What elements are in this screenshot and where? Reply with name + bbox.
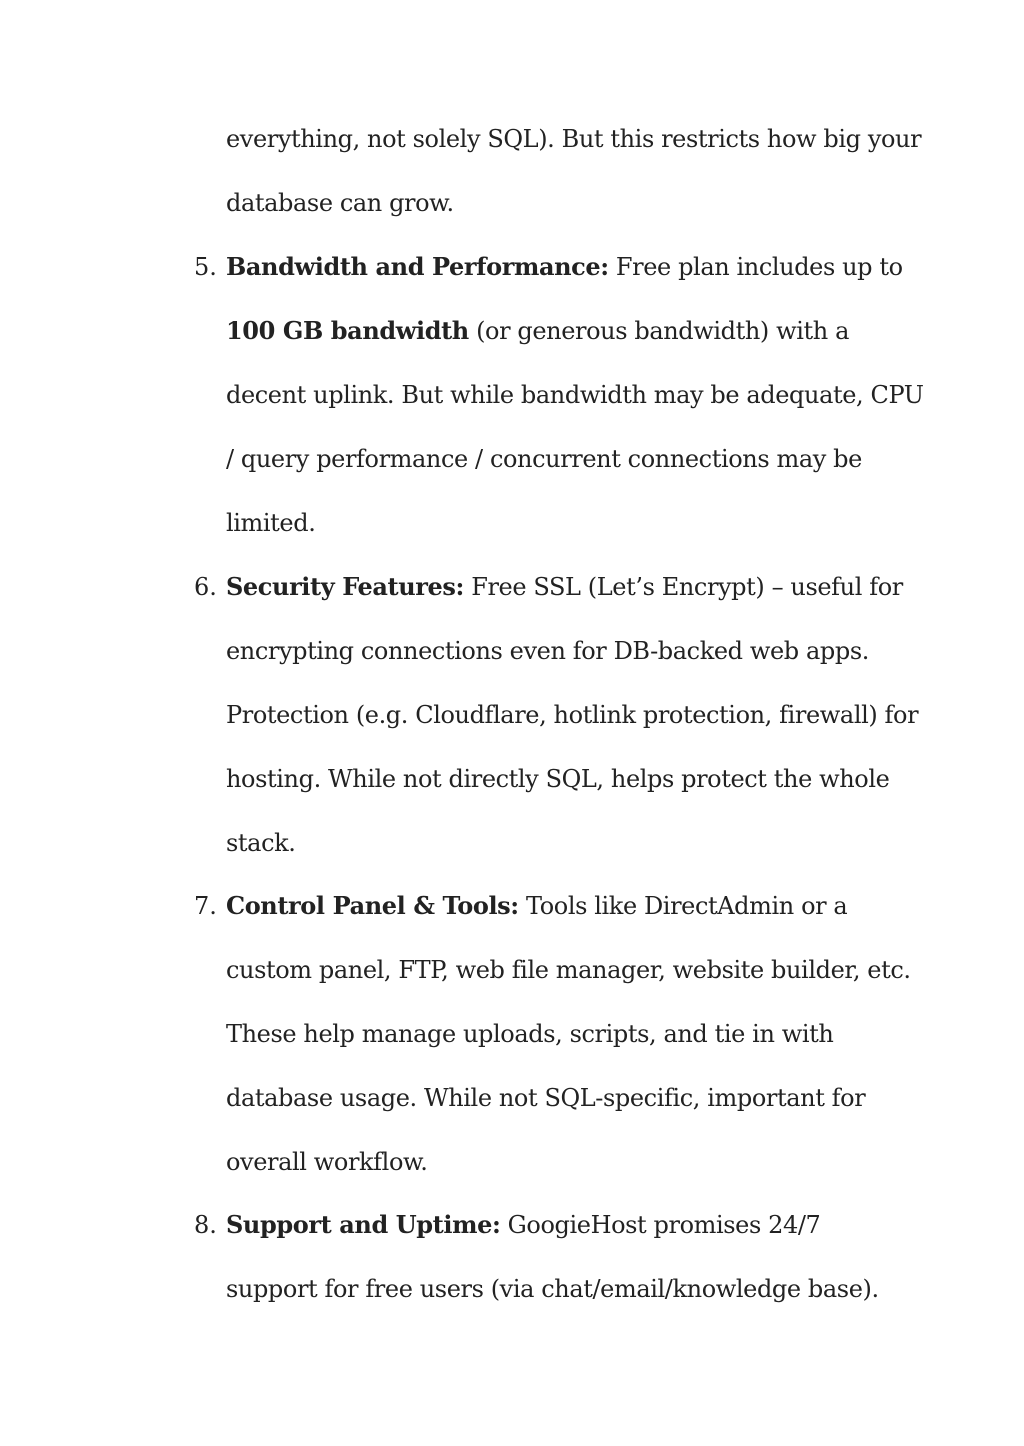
continuation-line: everything, not solely SQL). But this restricts how big your (226, 125, 922, 153)
bold-phrase: 100 GB bandwidth (226, 316, 469, 345)
list-item-line: Protection (e.g. Cloudflare, hotlink protection, firewall) for (226, 701, 919, 729)
list-item-line (226, 891, 847, 921)
continuation-line: database can grow. (226, 189, 454, 217)
item-title: Security Features: (226, 572, 464, 601)
list-number: 6. (194, 573, 217, 601)
list-item-line (226, 316, 849, 346)
item-title: Bandwidth and Performance: (226, 252, 609, 281)
list-number: 7. (194, 892, 217, 920)
item-text: Free plan includes up to (608, 253, 903, 281)
list-item-line: database usage. While not SQL-specific, important for (226, 1084, 866, 1112)
item-text: GoogieHost promises 24/7 (500, 1211, 821, 1239)
list-item-line: / query performance / concurrent connections may be (226, 445, 862, 473)
list-item-line (226, 1210, 820, 1240)
item-title: Support and Uptime: (226, 1210, 501, 1239)
list-item-line (226, 252, 903, 282)
list-item-line: encrypting connections even for DB-backed web apps. (226, 637, 869, 665)
item-text: (or generous bandwidth) with a (468, 317, 849, 345)
list-item-line: custom panel, FTP, web file manager, website builder, etc. (226, 956, 911, 984)
list-item-line: decent uplink. But while bandwidth may be adequate, CPU (226, 381, 924, 409)
list-number: 5. (194, 253, 217, 281)
list-number: 8. (194, 1211, 217, 1239)
list-item-line: hosting. While not directly SQL, helps protect the whole (226, 765, 890, 793)
item-text: Tools like DirectAdmin or a (518, 892, 848, 920)
item-title: Control Panel & Tools: (226, 891, 519, 920)
list-item-line: overall workflow. (226, 1148, 428, 1176)
list-item-line: stack. (226, 829, 296, 857)
list-item-line: limited. (226, 509, 316, 537)
item-text: Free SSL (Let’s Encrypt) – useful for (463, 573, 903, 601)
list-item-line: support for free users (via chat/email/knowledge base). (226, 1275, 879, 1303)
list-item-line (226, 572, 903, 602)
list-item-line: These help manage uploads, scripts, and tie in with (226, 1020, 834, 1048)
